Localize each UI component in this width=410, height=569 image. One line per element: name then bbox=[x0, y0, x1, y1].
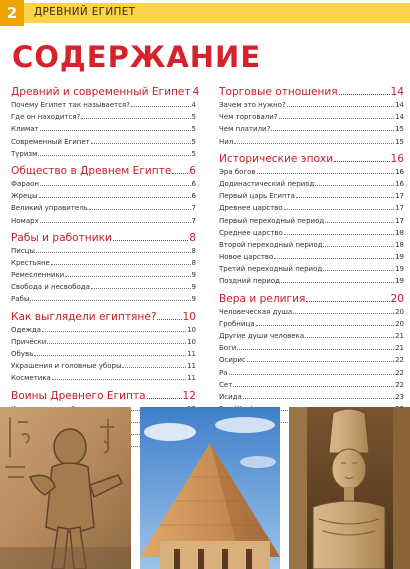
toc-section-title: Торговые отношения bbox=[219, 86, 338, 98]
toc-section[interactable] bbox=[219, 86, 404, 101]
toc-item-title: Человеческая душа bbox=[219, 307, 293, 316]
toc-item[interactable] bbox=[11, 338, 196, 350]
toc-leader-dots bbox=[36, 252, 191, 253]
toc-item-page: 14 bbox=[395, 113, 404, 122]
toc-section-title: Рабы и работники bbox=[11, 231, 112, 244]
header-title: ДРЕВНИЙ ЕГИПЕТ bbox=[34, 6, 136, 18]
relief-carving-photo bbox=[0, 407, 131, 569]
toc-item-page: 11 bbox=[187, 374, 196, 383]
toc-item-page: 9 bbox=[191, 295, 196, 304]
toc-item-title: Второй переходный период bbox=[219, 240, 323, 249]
toc-item-title: Осирис bbox=[219, 356, 246, 365]
toc-section[interactable] bbox=[219, 293, 404, 308]
toc-item-title: Климат bbox=[11, 125, 39, 134]
toc-item-title: Писцы bbox=[11, 246, 35, 255]
toc-item-title: Причёски bbox=[11, 337, 47, 346]
toc-item[interactable] bbox=[11, 259, 196, 271]
toc-section[interactable] bbox=[11, 390, 196, 405]
toc-section-page: 20 bbox=[390, 292, 404, 305]
toc-leader-dots bbox=[281, 282, 394, 283]
toc-leader-dots bbox=[315, 185, 394, 186]
toc-item-page: 19 bbox=[395, 277, 404, 286]
toc-section-page: 4 bbox=[192, 86, 200, 98]
toc-section[interactable] bbox=[219, 153, 404, 168]
toc-leader-dots bbox=[325, 222, 394, 223]
toc-item-title: Фараон bbox=[11, 179, 39, 188]
toc-item[interactable] bbox=[11, 247, 196, 259]
toc-section-title: Вера и религия bbox=[219, 292, 306, 305]
page-header bbox=[0, 0, 410, 26]
toc-item-title: Новое царство bbox=[219, 253, 274, 262]
toc-item-page: 22 bbox=[395, 380, 404, 389]
toc-item-title: Украшения и головные уборы bbox=[11, 362, 122, 371]
toc-leader-dots bbox=[52, 379, 186, 380]
toc-item[interactable] bbox=[219, 180, 404, 192]
toc-item[interactable] bbox=[11, 150, 196, 162]
toc-leader-dots bbox=[40, 185, 191, 186]
toc-leader-dots bbox=[229, 374, 395, 375]
toc-item-title: Сет bbox=[219, 380, 233, 389]
toc-item-title: Исида bbox=[219, 392, 242, 401]
pharaoh-statue-photo bbox=[289, 407, 410, 569]
toc-item[interactable] bbox=[11, 192, 196, 204]
toc-item-title: Среднее царство bbox=[219, 228, 283, 237]
toc-item-title: Ра bbox=[219, 368, 228, 377]
toc-section-page: 16 bbox=[390, 152, 404, 165]
toc-left-column bbox=[11, 84, 200, 453]
toc-leader-dots bbox=[30, 300, 190, 301]
toc-item[interactable] bbox=[219, 113, 404, 125]
toc-item-page: 15 bbox=[395, 125, 404, 134]
toc-item[interactable] bbox=[11, 271, 196, 283]
toc-item[interactable] bbox=[11, 374, 196, 386]
toc-item-page: 20 bbox=[395, 319, 404, 328]
toc-leader-dots bbox=[47, 343, 186, 344]
toc-item[interactable] bbox=[219, 229, 404, 241]
toc-item[interactable] bbox=[11, 101, 196, 113]
toc-item[interactable] bbox=[219, 241, 404, 253]
toc-item[interactable] bbox=[219, 101, 404, 113]
toc-leader-dots bbox=[51, 264, 191, 265]
toc-item-page: 17 bbox=[395, 216, 404, 225]
toc-leader-dots bbox=[271, 130, 394, 131]
toc-leader-dots bbox=[257, 173, 395, 174]
toc-section-page: 12 bbox=[182, 389, 196, 402]
toc-leader-dots bbox=[247, 361, 394, 362]
toc-item[interactable] bbox=[219, 138, 404, 150]
toc-section-page: 14 bbox=[390, 86, 404, 98]
toc-item[interactable] bbox=[219, 320, 404, 332]
toc-right-column bbox=[219, 84, 404, 430]
toc-item-page: 16 bbox=[395, 167, 404, 176]
toc-item-page: 19 bbox=[395, 265, 404, 274]
toc-leader-dots bbox=[284, 234, 394, 235]
toc-item-page: 4 bbox=[191, 101, 196, 109]
toc-item[interactable] bbox=[11, 283, 196, 295]
toc-leader-dots bbox=[306, 301, 389, 302]
toc-item-page: 11 bbox=[187, 362, 196, 371]
toc-item-page: 22 bbox=[395, 368, 404, 377]
toc-leader-dots bbox=[296, 197, 394, 198]
toc-item[interactable] bbox=[219, 265, 404, 277]
toc-item[interactable] bbox=[219, 253, 404, 265]
toc-item-page: 10 bbox=[187, 325, 196, 334]
toc-leader-dots bbox=[293, 313, 394, 314]
toc-item-page: 20 bbox=[395, 307, 404, 316]
toc-item-title: Современный Египет bbox=[11, 137, 90, 146]
toc-item[interactable] bbox=[219, 308, 404, 320]
toc-item-page: 5 bbox=[191, 137, 196, 146]
toc-item-page: 8 bbox=[191, 258, 196, 267]
toc-item[interactable] bbox=[219, 277, 404, 289]
toc-item-title: Номарх bbox=[11, 216, 39, 225]
toc-leader-dots bbox=[334, 161, 389, 162]
toc-item-title: Ремесленники bbox=[11, 271, 65, 280]
toc-leader-dots bbox=[113, 240, 188, 241]
toc-item-title: Чем платили? bbox=[219, 125, 271, 134]
toc-leader-dots bbox=[233, 386, 394, 387]
toc-leader-dots bbox=[91, 143, 191, 144]
toc-item-title: Первый царь Египта bbox=[219, 192, 295, 201]
toc-leader-dots bbox=[339, 94, 390, 95]
toc-section-title: Древний и современный Египет bbox=[11, 86, 191, 98]
toc-item[interactable] bbox=[219, 125, 404, 137]
toc-item-title: Свобода и несвобода bbox=[11, 283, 90, 292]
toc-item-page: 21 bbox=[395, 344, 404, 353]
toc-item-page: 18 bbox=[395, 240, 404, 249]
toc-item-page: 18 bbox=[395, 228, 404, 237]
toc-item[interactable] bbox=[219, 332, 404, 344]
page-number: 2 bbox=[0, 0, 24, 26]
toc-item[interactable] bbox=[219, 393, 404, 405]
toc-item-title: Додинастический период bbox=[219, 179, 315, 188]
toc-leader-dots bbox=[237, 349, 394, 350]
toc-leader-dots bbox=[131, 106, 191, 107]
toc-leader-dots bbox=[243, 398, 394, 399]
toc-item-title: Чем торговали? bbox=[219, 113, 278, 122]
toc-leader-dots bbox=[234, 143, 394, 144]
toc-item-title: Третий переходный период bbox=[219, 265, 323, 274]
toc-item-page: 17 bbox=[395, 192, 404, 201]
toc-item[interactable] bbox=[11, 204, 196, 216]
toc-item[interactable] bbox=[11, 125, 196, 137]
toc-item-title: Поздний период bbox=[219, 277, 281, 286]
toc-leader-dots bbox=[81, 118, 190, 119]
toc-item-page: 7 bbox=[191, 216, 196, 225]
toc-item-page: 6 bbox=[191, 179, 196, 188]
toc-section[interactable] bbox=[11, 86, 200, 101]
toc-item[interactable] bbox=[11, 326, 196, 338]
toc-item-title: Другие души человека bbox=[219, 332, 305, 340]
toc-leader-dots bbox=[287, 106, 394, 107]
toc-item-title: Эра богов bbox=[219, 167, 256, 176]
toc-leader-dots bbox=[89, 209, 191, 210]
toc-item-page: 6 bbox=[191, 192, 196, 201]
toc-item-title: Туризм bbox=[11, 149, 38, 158]
toc-item-page: 7 bbox=[191, 204, 196, 213]
toc-leader-dots bbox=[305, 337, 394, 338]
toc-section-title: Общество в Древнем Египте bbox=[11, 164, 172, 177]
toc-item[interactable] bbox=[219, 204, 404, 216]
toc-item-title: Где он находится? bbox=[11, 113, 81, 122]
toc-item-page: 10 bbox=[187, 337, 196, 346]
toc-leader-dots bbox=[147, 398, 182, 399]
toc-item-title: Древнее царство bbox=[219, 204, 283, 213]
toc-section-title: Исторические эпохи bbox=[219, 152, 334, 165]
toc-item-page: 15 bbox=[395, 137, 404, 146]
toc-item-title: Великий управитель bbox=[11, 204, 88, 213]
toc-item-page: 5 bbox=[191, 125, 196, 134]
toc-item-page: 8 bbox=[191, 246, 196, 255]
toc-leader-dots bbox=[39, 197, 191, 198]
toc-section[interactable] bbox=[11, 311, 196, 326]
toc-item-title: Рабы bbox=[11, 295, 30, 304]
toc-item-title: Жрецы bbox=[11, 192, 38, 201]
toc-leader-dots bbox=[256, 325, 395, 326]
toc-item[interactable] bbox=[219, 344, 404, 356]
toc-section-title: Как выглядели египтяне? bbox=[11, 310, 157, 323]
toc-leader-dots bbox=[42, 331, 186, 332]
toc-item[interactable] bbox=[11, 350, 196, 362]
toc-item-title: Крестьяне bbox=[11, 258, 50, 267]
toc-item[interactable] bbox=[219, 192, 404, 204]
toc-item-title: Боги bbox=[219, 344, 237, 353]
toc-leader-dots bbox=[40, 222, 191, 223]
toc-leader-dots bbox=[40, 130, 191, 131]
toc-section[interactable] bbox=[11, 165, 196, 180]
toc-item[interactable] bbox=[11, 180, 196, 192]
page-title: СОДЕРЖАНИЕ bbox=[12, 40, 262, 74]
toc-item[interactable] bbox=[219, 168, 404, 180]
toc-section-page: 8 bbox=[189, 231, 196, 244]
toc-item[interactable] bbox=[11, 362, 196, 374]
toc-item-title: Косметика bbox=[11, 374, 51, 383]
toc-item-page: 5 bbox=[191, 149, 196, 158]
toc-leader-dots bbox=[34, 355, 186, 356]
toc-item[interactable] bbox=[11, 295, 196, 307]
toc-item-title: Первый переходный период bbox=[219, 216, 325, 225]
toc-item[interactable] bbox=[11, 113, 196, 125]
toc-item-title: Одежда bbox=[11, 325, 42, 334]
toc-item-page: 9 bbox=[191, 283, 196, 292]
toc-item[interactable] bbox=[11, 138, 196, 150]
toc-item-page: 14 bbox=[395, 101, 404, 109]
toc-section[interactable] bbox=[11, 232, 196, 247]
toc-item[interactable] bbox=[219, 217, 404, 229]
toc-item-title: Зачем это нужно? bbox=[219, 101, 286, 109]
toc-leader-dots bbox=[157, 319, 181, 320]
toc-item-page: 17 bbox=[395, 204, 404, 213]
toc-section-page: 10 bbox=[182, 310, 196, 323]
toc-item-page: 21 bbox=[395, 332, 404, 340]
toc-leader-dots bbox=[279, 118, 395, 119]
toc-leader-dots bbox=[274, 258, 394, 259]
toc-item-page: 5 bbox=[191, 113, 196, 122]
toc-item-page: 22 bbox=[395, 356, 404, 365]
toc-item-title: Гробница bbox=[219, 319, 255, 328]
toc-item-page: 19 bbox=[395, 253, 404, 262]
toc-item[interactable] bbox=[219, 381, 404, 393]
toc-item-title: Нил bbox=[219, 137, 234, 146]
toc-leader-dots bbox=[65, 276, 190, 277]
toc-leader-dots bbox=[91, 288, 191, 289]
toc-leader-dots bbox=[172, 173, 188, 174]
toc-item-page: 9 bbox=[191, 271, 196, 280]
toc-item[interactable] bbox=[219, 356, 404, 368]
toc-leader-dots bbox=[284, 209, 394, 210]
toc-item-title: Почему Египет так называется? bbox=[11, 101, 130, 109]
toc-item-page: 16 bbox=[395, 179, 404, 188]
toc-section-page: 6 bbox=[189, 164, 196, 177]
pyramid-photo bbox=[140, 407, 280, 569]
toc-leader-dots bbox=[122, 367, 186, 368]
toc-section-title: Воины Древнего Египта bbox=[11, 389, 146, 402]
toc-item-page: 11 bbox=[187, 350, 196, 358]
toc-item-title: Обувь bbox=[11, 350, 34, 358]
toc-item[interactable] bbox=[219, 369, 404, 381]
toc-leader-dots bbox=[323, 270, 394, 271]
toc-item-page: 23 bbox=[395, 392, 404, 401]
toc-leader-dots bbox=[323, 246, 394, 247]
toc-item[interactable] bbox=[11, 217, 196, 229]
toc-leader-dots bbox=[38, 155, 190, 156]
